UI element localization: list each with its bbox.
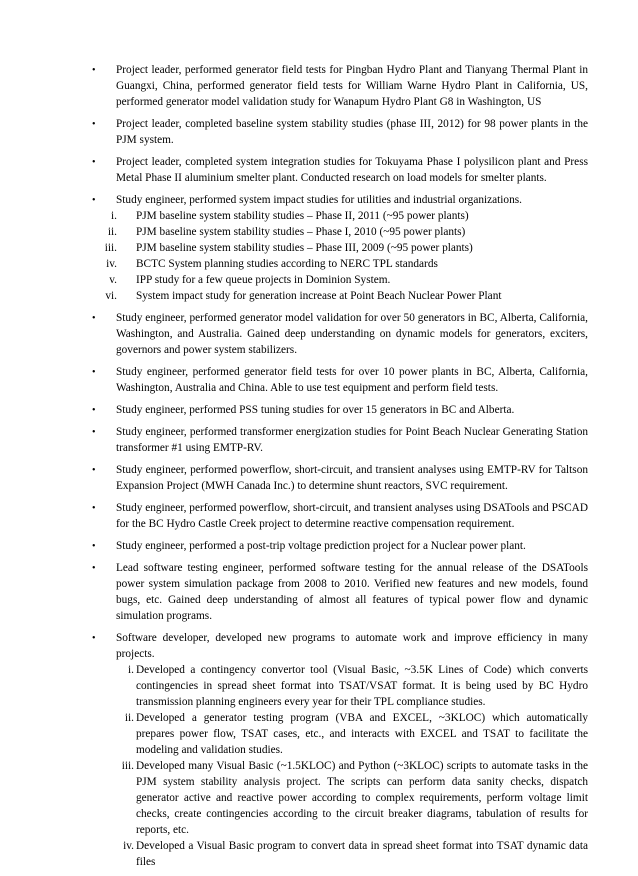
item-text: Software developer, developed new programs to automate work and improve efficiency in many projects. [116,632,588,660]
list-item [0,462,638,494]
item-text: Project leader, completed system integration studies for Tokuyama Phase I polysilicon plant and Press Metal Phase II aluminium smelter plant. Conducted research on load models for smelter plants. [116,156,588,184]
bullet-icon: • [92,633,96,644]
sub-item-text: Developed many Visual Basic (~1.5KLOC) and Python (~3KLOC) scripts to automate tasks in the PJM system stability analysis project. The scripts can perform data sanity checks, dispatch generator active and reactive power according to complex requirements, perform voltage limit checks, create contingencies according to the circuit breaker diagrams, tabulation of results for reports, etc. [136,760,588,836]
item-text: Study engineer, performed transformer energization studies for Point Beach Nuclear Generating Station transformer #1 using EMTP-RV. [116,426,588,454]
sub-item-number: i. [128,664,134,676]
sub-item-text: PJM baseline system stability studies – Phase I, 2010 (~95 power plants) [136,226,466,238]
item-text: Study engineer, performed powerflow, short-circuit, and transient analyses using EMTP-RV for Taltson Expansion Project (MWH Canada Inc.) to determine shunt reactors, SVC requirement. [116,464,588,492]
bullet-icon: • [92,157,96,168]
sub-item-number: v. [109,274,117,286]
bullet-icon: • [92,119,96,130]
sub-item-text: PJM baseline system stability studies – Phase II, 2011 (~95 power plants) [136,210,469,222]
sub-item [0,710,638,758]
list-item [0,424,638,456]
sub-item [0,224,638,240]
list-item [0,402,638,418]
list-item [0,560,638,624]
sub-item [0,838,638,870]
bullet-icon: • [92,367,96,378]
sub-item [0,272,638,288]
bullet-icon: • [92,563,96,574]
list-item [0,310,638,358]
sub-item-text: PJM baseline system stability studies – Phase III, 2009 (~95 power plants) [136,242,473,254]
item-text: Study engineer, performed a post-trip voltage prediction project for a Nuclear power plant. [116,540,526,552]
list-item [0,116,638,148]
sub-item [0,662,638,710]
sub-item-number: ii. [107,226,117,238]
bullet-icon: • [92,313,96,324]
sub-item-text: System impact study for generation increase at Point Beach Nuclear Power Plant [136,290,502,302]
list-item [0,154,638,186]
item-text: Lead software testing engineer, performed software testing for the annual release of the DSATools power system simulation package from 2008 to 2010. Verified new features and new models, found bugs, etc. Gained deep understanding of almost all features of typical power flow and dynamic simulation programs. [116,562,588,622]
item-text: Study engineer, performed powerflow, short-circuit, and transient analyses using DSATools and PSCAD for the BC Hydro Castle Creek project to determine reactive compensation requirement. [116,502,588,530]
sub-item-number: vi. [105,290,117,302]
list-item [0,500,638,532]
sub-item [0,208,638,224]
sub-item-number: i. [111,210,117,222]
sub-list [0,208,638,304]
sub-item-number: iii. [104,242,117,254]
item-text: Study engineer, performed generator model validation for over 50 generators in BC, Alberta, California, Washington, and Australia. Gained deep understanding on dynamic models for generators, exciters, governors and power system stabilizers. [116,312,588,356]
item-text: Study engineer, performed PSS tuning studies for over 15 generators in BC and Alberta. [116,404,515,416]
sub-item-number: iv. [123,840,134,852]
sub-item-text: Developed a generator testing program (VBA and EXCEL, ~3KLOC) which automatically prepares power flow, TSAT cases, etc., and interacts with EXCEL and TSAT to facilitate the modeling and validation studies. [136,712,588,756]
list-item [0,538,638,554]
sub-item-text: BCTC System planning studies according to NERC TPL standards [136,258,438,270]
bullet-icon: • [92,465,96,476]
list-item [0,630,638,870]
sub-item [0,256,638,272]
sub-item-number: iii. [121,760,134,772]
list-item [0,192,638,304]
sub-item-number: ii. [124,712,134,724]
item-text: Study engineer, performed system impact studies for utilities and industrial organizations. [116,194,522,206]
sub-item [0,758,638,838]
bullet-icon: • [92,427,96,438]
sub-item-text: Developed a contingency convertor tool (Visual Basic, ~3.5K Lines of Code) which converts contingencies in spread sheet format into TSAT/VSAT format. It is being used by BC Hydro transmission planning engineers every year for their TPL compliance studies. [136,664,588,708]
bullet-icon: • [92,195,96,206]
bullet-icon: • [92,405,96,416]
item-text: Project leader, completed baseline system stability studies (phase III, 2012) for 98 power plants in the PJM system. [116,118,588,146]
item-text: Project leader, performed generator field tests for Pingban Hydro Plant and Tianyang Thermal Plant in Guangxi, China, performed generator field tests for William Warne Hydro Plant in California, US, performed generator model validation study for Wanapum Hydro Plant G8 in Washington, US [116,64,588,108]
sub-item-number: iv. [106,258,117,270]
sub-item [0,288,638,304]
sub-item [0,240,638,256]
sub-item-text: Developed a Visual Basic program to convert data in spread sheet format into TSAT dynamic data files [136,840,588,868]
bullet-icon: • [92,65,96,76]
bullet-icon: • [92,541,96,552]
list-item [0,364,638,396]
item-text: Study engineer, performed generator field tests for over 10 power plants in BC, Alberta, California, Washington, Australia and China. Able to use test equipment and perform field tests. [116,366,588,394]
sub-list [0,662,638,870]
bullet-icon: • [92,503,96,514]
list-item [0,62,638,110]
resume-page [0,62,638,876]
sub-item-text: IPP study for a few queue projects in Dominion System. [136,274,391,286]
